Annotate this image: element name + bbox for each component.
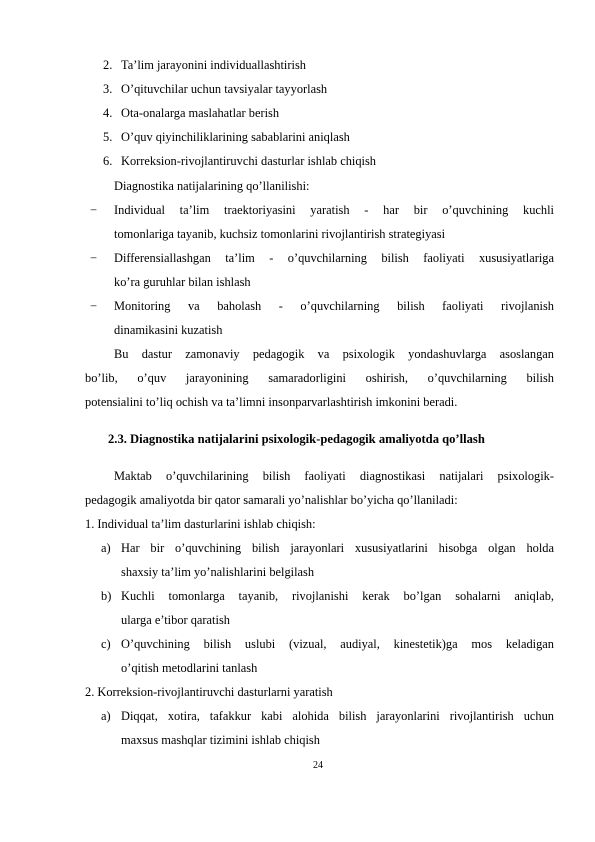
item-marker: c) — [101, 637, 111, 651]
dash-marker: − — [90, 251, 97, 265]
paragraph-line: Bu dastur zamonaviy pedagogik va psixologik yondashuvlarga asoslangan — [114, 347, 554, 361]
subsection-item-line: o’qitish metodlarini tanlash — [121, 661, 258, 675]
subsection-item-line: Diqqat, xotira, tafakkur kabi alohida bilish jarayonlarini rivojlantirish uchun — [121, 709, 554, 723]
list-item-text: Ta’lim jarayonini individuallashtirish — [121, 58, 306, 72]
item-marker: a) — [101, 541, 111, 555]
usage-heading: Diagnostika natijalarining qo’llanilishi: — [114, 179, 310, 193]
subsection-item-line: Har bir o’quvchining bilish jarayonlari xususiyatlarini hisobga olgan holda — [121, 541, 554, 555]
subsection-heading: 2. Korreksion-rivojlantiruvchi dasturlarni yaratish — [85, 685, 333, 699]
list-number: 2. — [103, 58, 113, 72]
dash-item-line: tomonlariga tayanib, kuchsiz tomonlarini rivojlantirish strategiyasi — [114, 227, 446, 241]
list-item-text: Ota-onalarga maslahatlar berish — [121, 106, 280, 120]
list-number: 3. — [103, 82, 113, 96]
list-item-text: O’quv qiyinchiliklarining sabablarini aniqlash — [121, 130, 350, 144]
subsection-item-line: maxsus mashqlar tizimini ishlab chiqish — [121, 733, 320, 747]
list-number: 5. — [103, 130, 113, 144]
dash-item-line: ko’ra guruhlar bilan ishlash — [114, 275, 251, 289]
subsection-item-line: Kuchli tomonlarga tayanib, rivojlanishi kerak bo’lgan sohalarni aniqlab, — [121, 589, 554, 603]
dash-marker: − — [90, 203, 97, 217]
item-marker: a) — [101, 709, 111, 723]
subsection-item-line: shaxsiy ta’lim yo’nalishlarini belgilash — [121, 565, 315, 579]
list-number: 6. — [103, 154, 113, 168]
paragraph-line: pedagogik amaliyotda bir qator samarali yo’nalishlar bo’yicha qo’llaniladi: — [85, 493, 458, 507]
dash-item-line: Individual ta’lim traektoriyasini yaratish - har bir o’quvchining kuchli — [114, 203, 554, 217]
paragraph-line: potensialini to’liq ochish va ta’limni insonparvarlashtirish imkonini beradi. — [85, 395, 458, 409]
dash-marker: − — [90, 299, 97, 313]
dash-item-line: dinamikasini kuzatish — [114, 323, 223, 337]
section-heading: 2.3. Diagnostika natijalarini psixologik-pedagogik amaliyotda qo’llash — [108, 432, 485, 446]
list-item-text: O’qituvchilar uchun tavsiyalar tayyorlash — [121, 82, 328, 96]
page-number: 24 — [313, 760, 323, 771]
paragraph-line: Maktab o’quvchilarining bilish faoliyati diagnostikasi natijalari psixologik- — [114, 469, 554, 483]
subsection-item-line: ularga e’tibor qaratish — [121, 613, 230, 627]
dash-item-line: Monitoring va baholash - o’quvchilarning bilish faoliyati rivojlanish — [114, 299, 554, 313]
dash-item-line: Differensiallashgan ta’lim - o’quvchilarning bilish faoliyati xususiyatlariga — [114, 251, 554, 265]
item-marker: b) — [101, 589, 112, 603]
list-number: 4. — [103, 106, 113, 120]
list-item-text: Korreksion-rivojlantiruvchi dasturlar ishlab chiqish — [121, 154, 376, 168]
subsection-item-line: O’quvchining bilish uslubi (vizual, audiyal, kinestetik)ga mos keladigan — [121, 637, 554, 651]
paragraph-line: bo’lib, o’quv jarayonining samaradorligini oshirish, o’quvchilarning bilish — [85, 371, 554, 385]
subsection-heading: 1. Individual ta’lim dasturlarini ishlab chiqish: — [85, 517, 316, 531]
